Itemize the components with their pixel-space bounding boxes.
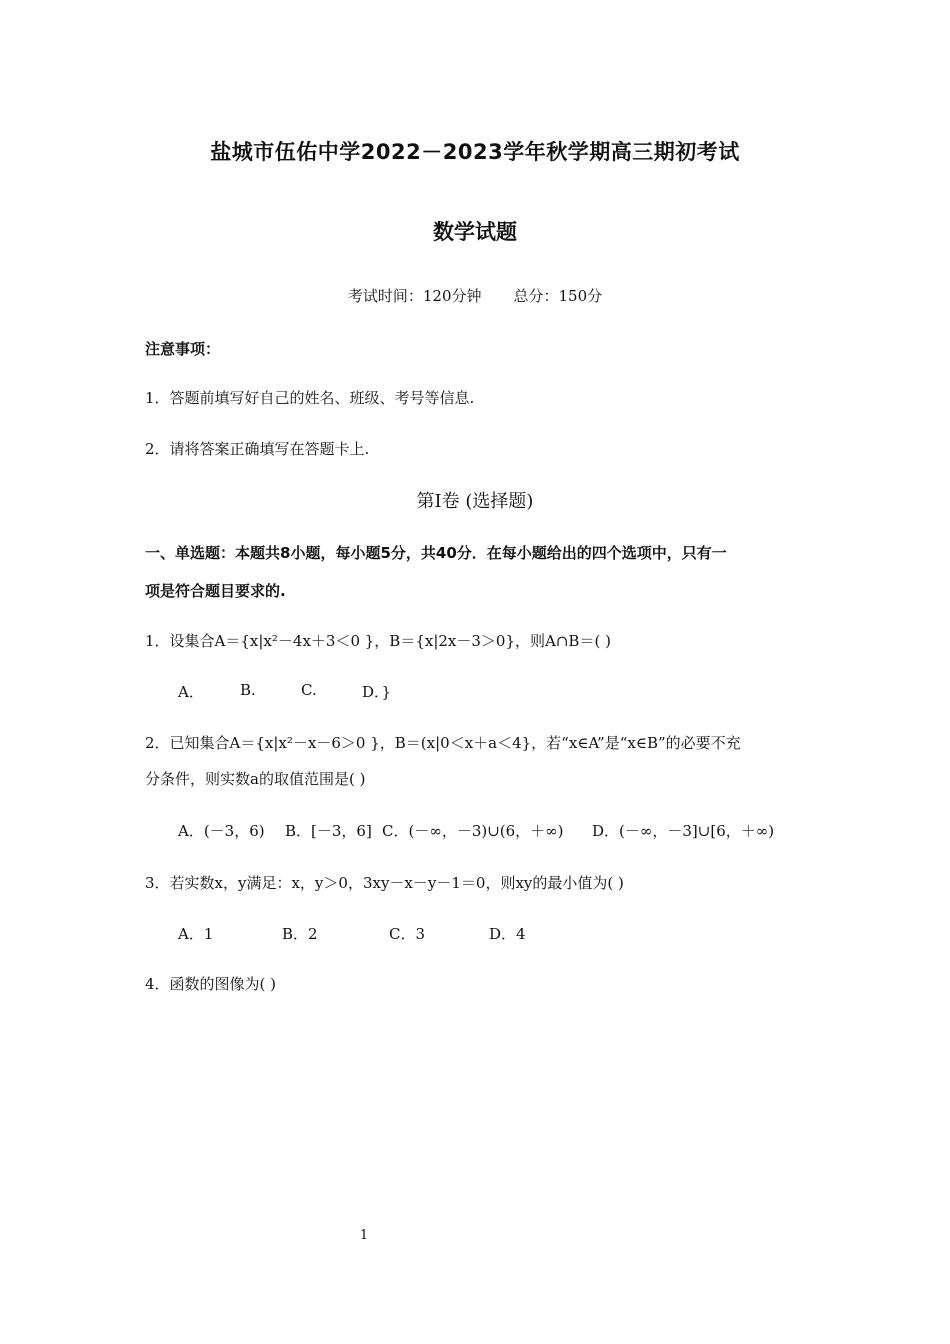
question-2-option-b: B．[－3，6] bbox=[285, 822, 372, 840]
question-1-text: 1．设集合A＝{x|x²－4x＋3＜0 }，B＝{x|2x－3＞0}，则A∩B＝( ) bbox=[145, 632, 611, 650]
section-title: 第I卷 (选择题) bbox=[416, 491, 534, 512]
section-instruction-cont: 项是符合题目要求的. bbox=[145, 582, 286, 600]
question-1-option-d: D．} bbox=[362, 683, 392, 701]
exam-total-score: 总分：150分 bbox=[513, 287, 603, 305]
question-3-option-a: A．1 bbox=[178, 925, 214, 943]
exam-subtitle: 数学试题 bbox=[433, 220, 517, 244]
question-2-option-a: A．(－3，6) bbox=[178, 822, 265, 840]
question-2-text-cont: 分条件，则实数a的取值范围是( ) bbox=[145, 770, 366, 788]
question-4-text: 4．函数的图像为( ) bbox=[145, 975, 277, 993]
page-number: 1 bbox=[359, 1228, 369, 1243]
exam-info bbox=[0, 285, 950, 306]
note-item: 2．请将答案正确填写在答题卡上. bbox=[145, 440, 370, 458]
question-3-option-c: C．3 bbox=[389, 925, 426, 943]
section-instruction: 一、单选题：本题共8小题，每小题5分，共40分．在每小题给出的四个选项中，只有一 bbox=[145, 544, 727, 562]
exam-title: 盐城市伍佑中学2022－2023学年秋学期高三期初考试 bbox=[210, 140, 740, 164]
question-3-option-b: B．2 bbox=[282, 925, 318, 943]
question-2-option-c: C．(－∞，－3)∪(6，＋∞) bbox=[382, 822, 564, 840]
question-1-option-c: C. bbox=[301, 681, 317, 699]
question-3-text: 3．若实数x，y满足：x，y＞0，3xy－x－y－1＝0，则xy的最小值为( ) bbox=[145, 874, 624, 892]
note-item: 1．答题前填写好自己的姓名、班级、考号等信息. bbox=[145, 389, 475, 407]
question-1-option-b: B. bbox=[240, 681, 256, 699]
question-2-option-d: D．(－∞，－3]∪[6，＋∞) bbox=[592, 822, 775, 840]
question-2-text: 2．已知集合A＝{x|x²－x－6＞0 }，B＝(x|0＜x＋a＜4}，若“x∈A”是“x∈B”的必要不充 bbox=[145, 734, 741, 752]
question-1-option-a: A． bbox=[178, 683, 204, 701]
notes-heading: 注意事项： bbox=[145, 340, 221, 358]
exam-time: 考试时间：120分钟 bbox=[347, 287, 482, 305]
question-3-option-d: D．4 bbox=[489, 925, 526, 943]
